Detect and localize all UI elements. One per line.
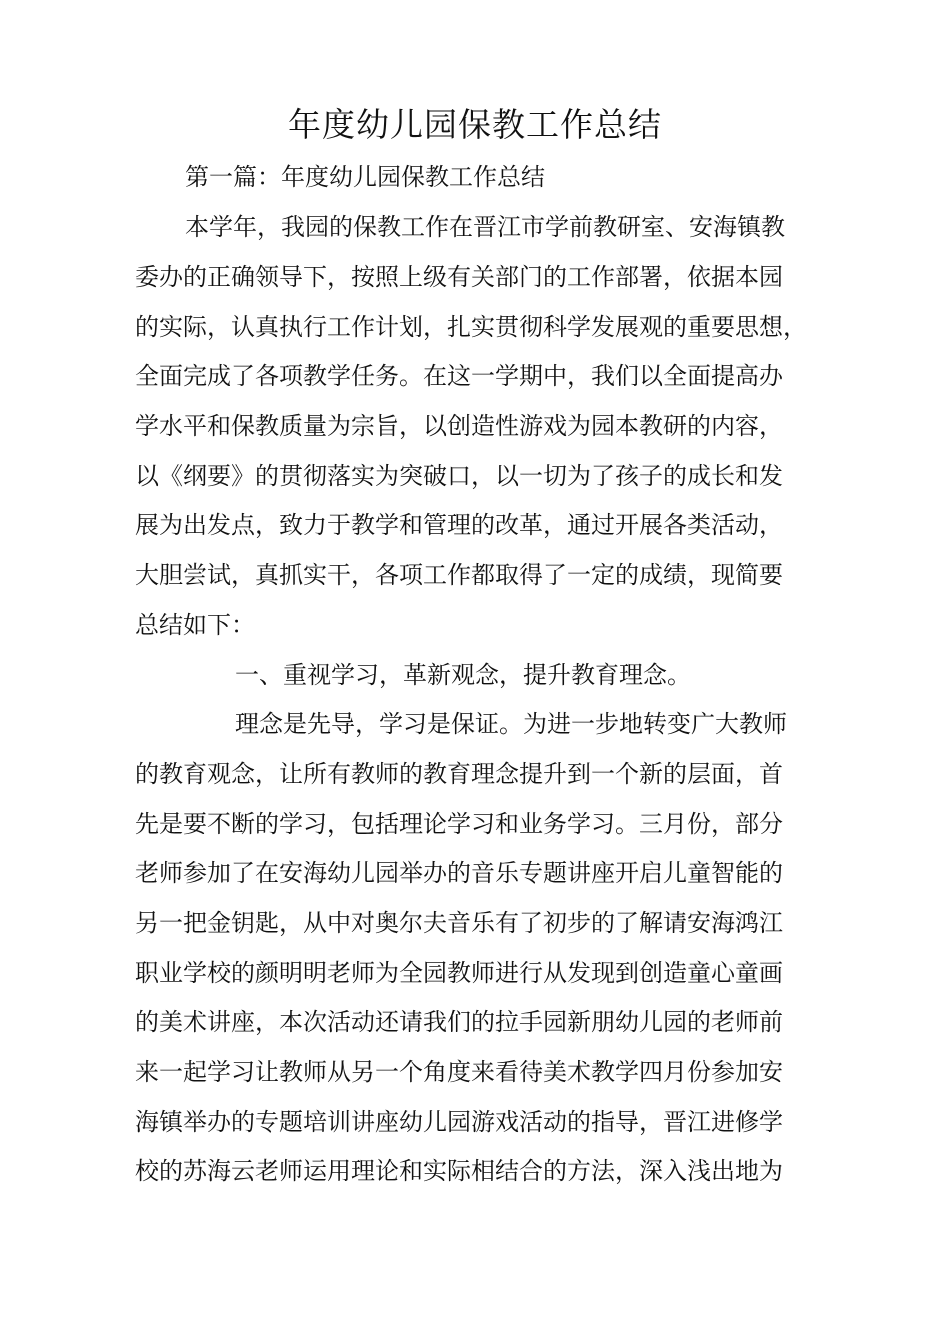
paragraph-2-line-1: 理念是先导，学习是保证。为进一步地转变广大教师 [235,710,787,738]
section-1-heading: 一、重视学习，革新观念，提升教育理念。 [235,661,691,689]
paragraph-1-line-4: 全面完成了各项教学任务。在这一学期中，我们以全面提高办 [135,362,783,390]
paragraph-2-line-3: 先是要不断的学习，包括理论学习和业务学习。三月份，部分 [135,810,783,838]
paragraph-1-line-9: 总结如下： [135,611,255,639]
paragraph-1-line-6: 以《纲要》的贯彻落实为突破口，以一切为了孩子的成长和发 [135,462,783,490]
paragraph-2-line-6: 职业学校的颜明明老师为全园教师进行从发现到创造童心童画 [135,959,783,987]
document-title: 年度幼儿园保教工作总结 [288,105,662,144]
document-subtitle: 第一篇：年度幼儿园保教工作总结 [185,163,545,191]
paragraph-2-line-10: 校的苏海云老师运用理论和实际相结合的方法，深入浅出地为 [135,1157,783,1185]
paragraph-2-line-2: 的教育观念，让所有教师的教育理念提升到一个新的层面，首 [135,760,783,788]
paragraph-1-line-7: 展为出发点，致力于教学和管理的改革，通过开展各类活动， [135,511,783,539]
paragraph-1-line-1: 本学年，我园的保教工作在晋江市学前教研室、安海镇教 [185,213,785,241]
paragraph-2-line-9: 海镇举办的专题培训讲座幼儿园游戏活动的指导，晋江进修学 [135,1108,783,1136]
paragraph-2-line-7: 的美术讲座，本次活动还请我们的拉手园新朋幼儿园的老师前 [135,1008,783,1036]
paragraph-2-line-8: 来一起学习让教师从另一个角度来看待美术教学四月份参加安 [135,1058,783,1086]
paragraph-1-line-2: 委办的正确领导下，按照上级有关部门的工作部署，依据本园 [135,263,783,291]
paragraph-1-line-8: 大胆尝试，真抓实干，各项工作都取得了一定的成绩，现简要 [135,561,783,589]
paragraph-2-line-5: 另一把金钥匙，从中对奥尔夫音乐有了初步的了解请安海鸿江 [135,909,783,937]
paragraph-1-line-5: 学水平和保教质量为宗旨，以创造性游戏为园本教研的内容， [135,412,783,440]
paragraph-2-line-4: 老师参加了在安海幼儿园举办的音乐专题讲座开启儿童智能的 [135,859,783,887]
paragraph-1-line-3: 的实际，认真执行工作计划，扎实贯彻科学发展观的重要思想， [135,313,807,341]
